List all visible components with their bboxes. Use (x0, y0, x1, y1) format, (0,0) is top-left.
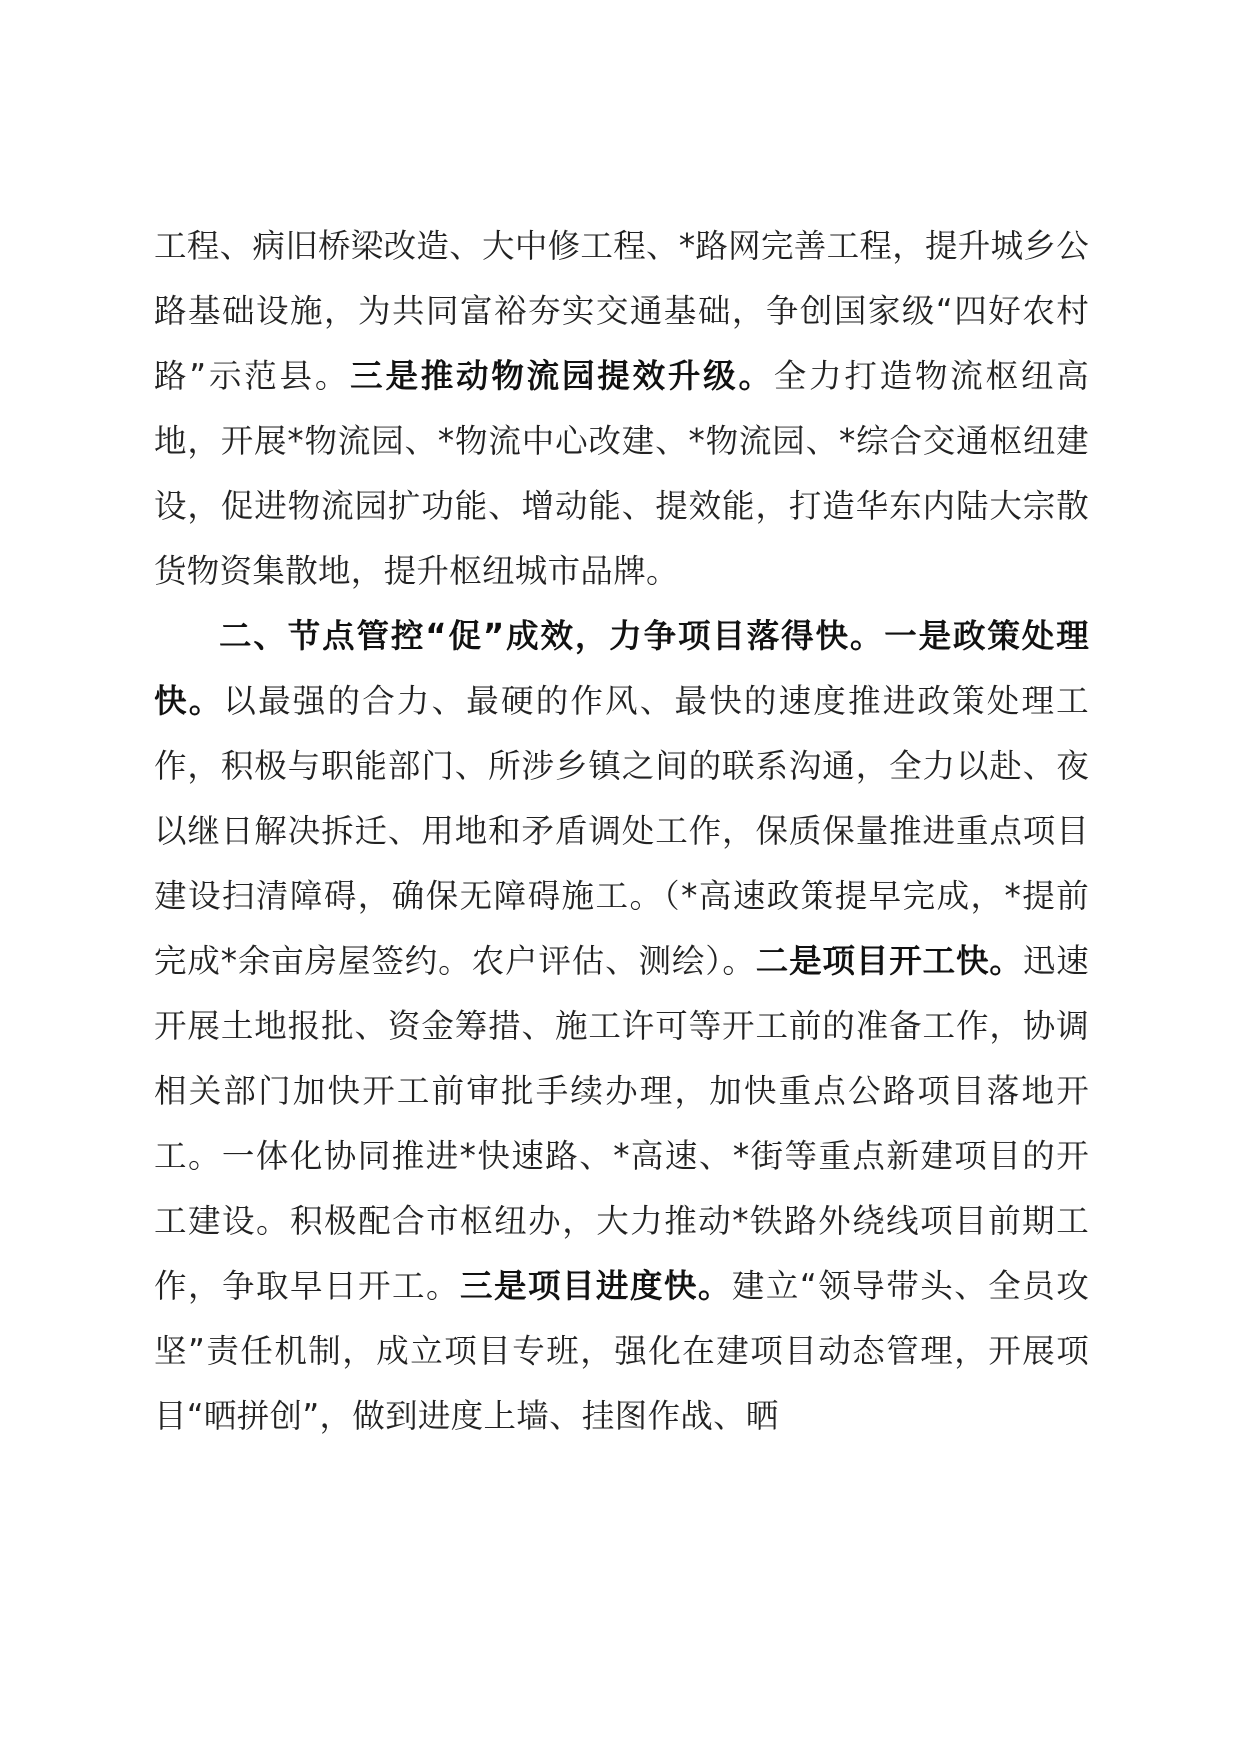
text-run: 以最强的合力、最硬的作风、最快的速度推进政策处理工作，积极与职能部门、所涉乡镇之间的联系沟通，全力以赴、夜以继日解决拆迁、用地和矛盾调处工作，保质保量推进重点项目建设扫清障碍，确保无障碍施工。（*高速政策提早完成，*提前完成*余亩房屋签约。农户评估、测绘）。 (154, 682, 1089, 980)
bold-heading-run: 二、节点管控“促”成效，力争项目落得快。一是政策处理快。 (154, 617, 1089, 720)
paragraph-2 (154, 604, 1089, 1449)
bold-heading-run: 三是推动物流园提效升级。 (350, 357, 774, 395)
text-run: 建立“领导带头、全员攻坚”责任机制，成立项目专班，强化在建项目动态管理，开展项目“晒拼创”，做到进度上墙、挂图作战、晒 (154, 1267, 1090, 1435)
text-run: 迅速开展土地报批、资金筹措、施工许可等开工前的准备工作，协调相关部门加快开工前审批手续办理，加快重点公路项目落地开工。一体化协同推进*快速路、*高速、*街等重点新建项目的开工建设。积极配合市枢纽办，大力推动*铁路外绕线项目前期工作，争取早日开工。 (154, 942, 1089, 1305)
document-body (154, 214, 1089, 1449)
bold-heading-run: 二是项目开工快。 (755, 942, 1023, 980)
text-run: 工程、病旧桥梁改造、大中修工程、*路网完善工程，提升城乡公路基础设施，为共同富裕夯实交通基础，争创国家级“四好农村路”示范县。 (154, 227, 1089, 395)
text-run: 全力打造物流枢纽高地，开展*物流园、*物流中心改建、*物流园、*综合交通枢纽建设，促进物流园扩功能、增动能、提效能，打造华东内陆大宗散货物资集散地，提升枢纽城市品牌。 (154, 357, 1089, 590)
paragraph-1 (154, 214, 1089, 604)
bold-heading-run: 三是项目进度快。 (459, 1267, 732, 1305)
